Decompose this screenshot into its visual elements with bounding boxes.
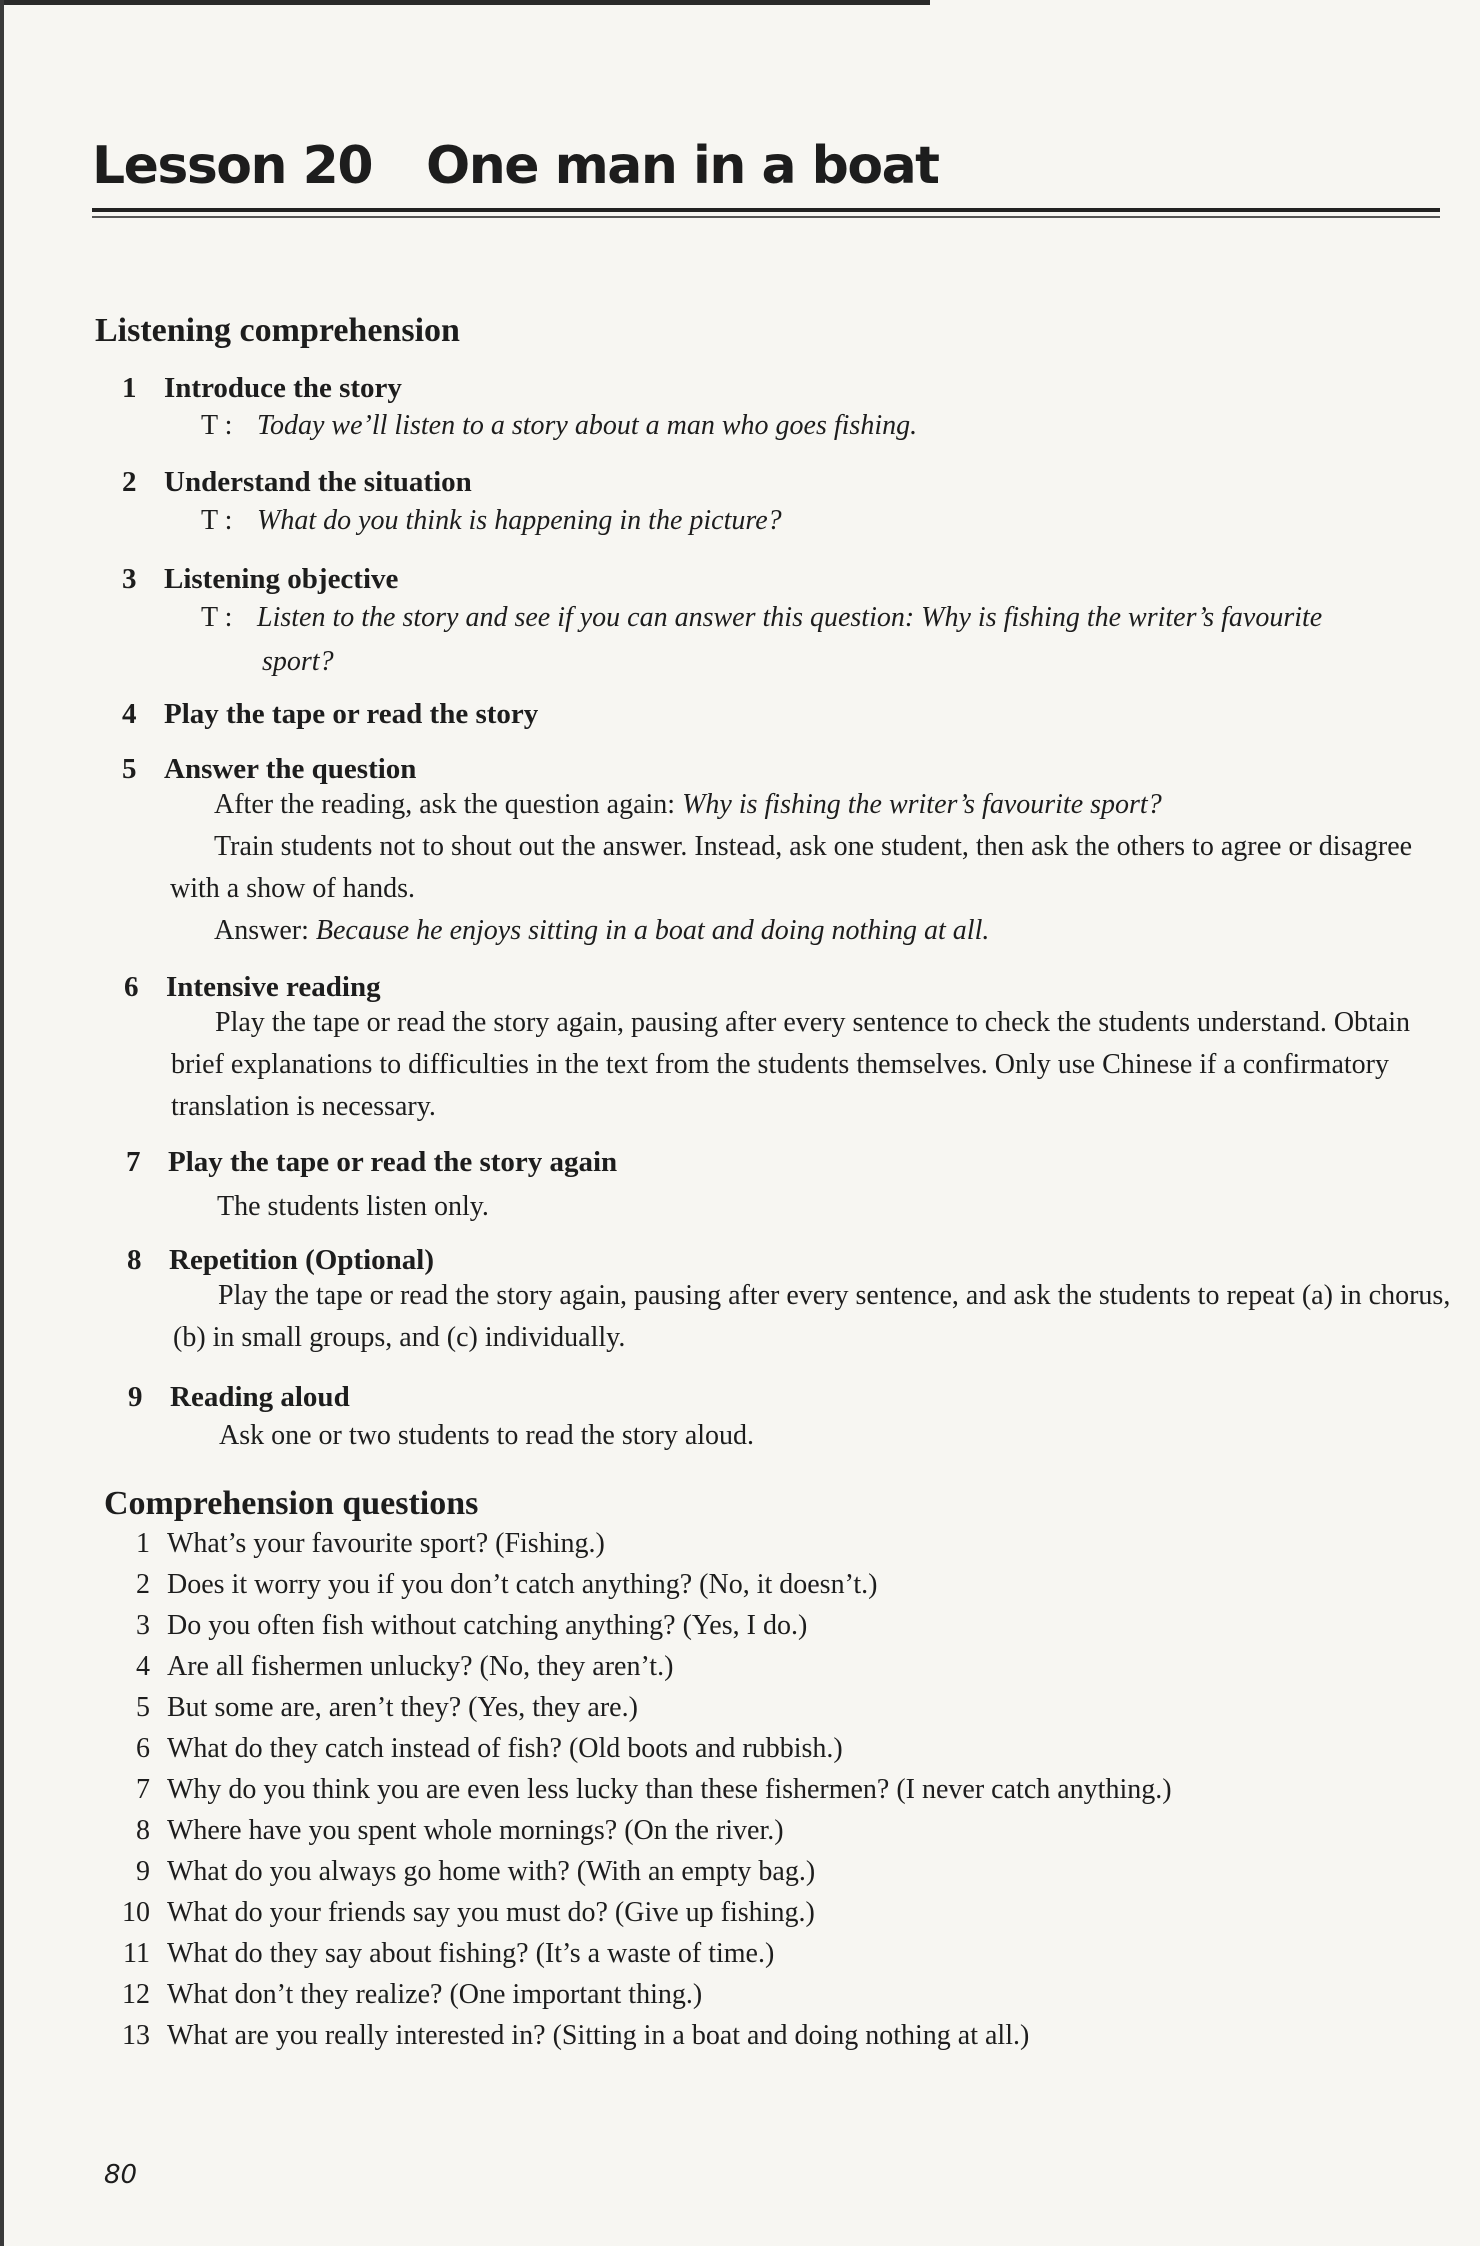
item-title: Introduce the story	[164, 372, 402, 404]
item-number: 4	[122, 698, 137, 730]
item-number: 2	[122, 466, 137, 498]
question-number: 11	[123, 1938, 150, 1969]
question-text: Do you often fish without catching anything? (Yes, I do.)	[167, 1610, 808, 1641]
question-text: What do they catch instead of fish? (Old boots and rubbish.)	[167, 1733, 843, 1764]
teacher-label: T :	[201, 410, 233, 441]
question-text: What do you always go home with? (With an empty bag.)	[167, 1856, 816, 1887]
title-rule	[92, 208, 1440, 212]
item-number: 5	[122, 753, 137, 785]
item-title: Reading aloud	[170, 1381, 350, 1413]
question-number: 13	[122, 2020, 150, 2051]
paragraph-italic: Why is fishing the writer’s favourite sport?	[682, 789, 1162, 820]
item-title: Repetition (Optional)	[169, 1244, 435, 1276]
item-title: Play the tape or read the story again	[168, 1146, 618, 1178]
question-row	[108, 1940, 1408, 1981]
teacher-text-continued: sport?	[262, 646, 334, 677]
question-number: 6	[136, 1733, 150, 1764]
page-number: 80	[104, 2160, 138, 2190]
item-title: Play the tape or read the story	[164, 698, 539, 730]
lesson-title	[92, 136, 939, 196]
question-text: What do your friends say you must do? (Give up fishing.)	[167, 1897, 815, 1928]
item-number: 6	[124, 971, 139, 1003]
repetition-paragraph: Play the tape or read the story again, pausing after every sentence, and ask the students to repeat (a) in chorus, (b) in small groups, and (c) individually.	[173, 1280, 1451, 1353]
question-number: 2	[136, 1569, 150, 1600]
question-text: What are you really interested in? (Sitting in a boat and doing nothing at all.)	[167, 2020, 1030, 2051]
question-text: Why do you think you are even less lucky than these fishermen? (I never catch anything.)	[167, 1774, 1172, 1805]
paragraph-text: Answer:	[214, 915, 316, 946]
scan-left-edge	[0, 0, 4, 2246]
teacher-text: What do you think is happening in the picture?	[257, 505, 782, 536]
answer-paragraph-3	[170, 910, 1450, 952]
lesson-name: One man in a boat	[426, 136, 939, 196]
question-number: 9	[136, 1856, 150, 1887]
question-text: Are all fishermen unlucky? (No, they aren’t.)	[167, 1651, 674, 1682]
question-row	[108, 1653, 1408, 1694]
question-row	[108, 1571, 1408, 1612]
item-number: 9	[128, 1381, 143, 1413]
item-number: 1	[122, 372, 137, 404]
question-row	[108, 1817, 1408, 1858]
item-title: Understand the situation	[164, 466, 472, 498]
comprehension-questions-list	[108, 1530, 1408, 2063]
item-number: 8	[127, 1244, 142, 1276]
question-number: 12	[122, 1979, 150, 2010]
question-number: 5	[136, 1692, 150, 1723]
question-text: But some are, aren’t they? (Yes, they are.)	[167, 1692, 638, 1723]
question-row	[108, 1776, 1408, 1817]
teacher-line	[201, 507, 782, 535]
comprehension-heading: Comprehension questions	[104, 1485, 479, 1522]
question-number: 1	[136, 1528, 150, 1559]
item-title: Intensive reading	[166, 971, 381, 1003]
question-number: 4	[136, 1651, 150, 1682]
teacher-text: Today we’ll listen to a story about a man who goes fishing.	[257, 410, 918, 441]
question-number: 7	[136, 1774, 150, 1805]
teacher-label: T :	[201, 602, 233, 633]
question-text: What don’t they realize? (One important thing.)	[167, 1979, 703, 2010]
question-row	[108, 1530, 1408, 1571]
paragraph-italic: Because he enjoys sitting in a boat and doing nothing at all.	[315, 915, 990, 946]
lesson-number: Lesson 20	[92, 136, 373, 196]
item-title: Answer the question	[164, 753, 417, 785]
question-row	[108, 2022, 1408, 2063]
teacher-label: T :	[201, 505, 233, 536]
question-number: 3	[136, 1610, 150, 1641]
teacher-line	[201, 412, 917, 440]
question-text: Does it worry you if you don’t catch anything? (No, it doesn’t.)	[167, 1569, 878, 1600]
title-rule-thin	[92, 216, 1440, 218]
answer-paragraph-2: Train students not to shout out the answer. Instead, ask one student, then ask the others to agree or disagree with a show of hands.	[170, 831, 1413, 904]
item-number: 3	[122, 563, 137, 595]
question-number: 10	[122, 1897, 150, 1928]
question-text: Where have you spent whole mornings? (On the river.)	[167, 1815, 784, 1846]
question-row	[108, 1612, 1408, 1653]
teacher-text: Listen to the story and see if you can answer this question: Why is fishing the writer’s favourite	[257, 602, 1323, 633]
paragraph-text: After the reading, ask the question again:	[214, 789, 683, 820]
scan-top-edge	[0, 0, 930, 5]
listening-heading: Listening comprehension	[95, 312, 460, 349]
question-row	[108, 1899, 1408, 1940]
question-text: What’s your favourite sport? (Fishing.)	[167, 1528, 605, 1559]
question-number: 8	[136, 1815, 150, 1846]
item-title: Listening objective	[164, 563, 399, 595]
reading-aloud-text: Ask one or two students to read the story aloud.	[219, 1420, 755, 1451]
teacher-line	[201, 604, 1322, 632]
question-row	[108, 1858, 1408, 1899]
question-row	[108, 1981, 1408, 2022]
intensive-reading-paragraph: Play the tape or read the story again, pausing after every sentence to check the students understand. Obtain brief explanations to difficulties in the text from the students themselves. Only use Chinese if a confirmatory translation is necessary.	[171, 1007, 1411, 1122]
answer-paragraph-1	[170, 784, 1450, 826]
question-row	[108, 1694, 1408, 1735]
item-number: 7	[126, 1146, 141, 1178]
listen-only-text: The students listen only.	[217, 1191, 489, 1222]
question-text: What do they say about fishing? (It’s a waste of time.)	[167, 1938, 775, 1969]
question-row	[108, 1735, 1408, 1776]
